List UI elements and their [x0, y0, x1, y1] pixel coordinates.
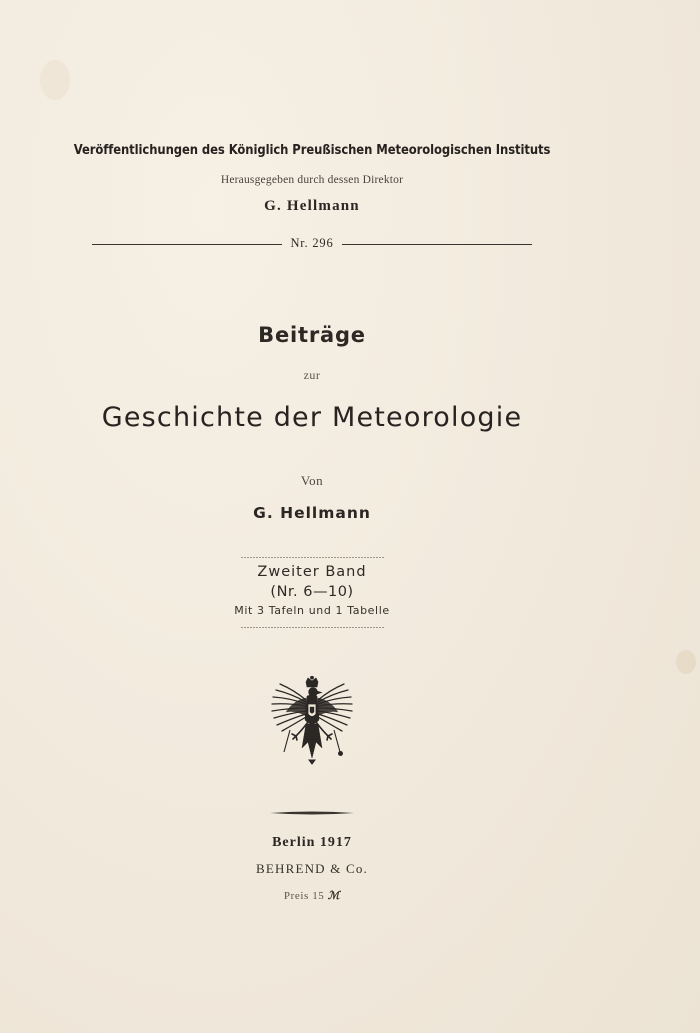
currency-mark: ℳ — [327, 890, 341, 902]
volume-rule-top — [241, 557, 385, 558]
volume-label: Zweiter Band — [257, 564, 367, 580]
editor-line: Herausgegeben durch dessen Direktor — [220, 174, 404, 186]
price-label: Preis 15 — [283, 890, 325, 902]
price — [284, 889, 340, 902]
title-pre: Beiträge — [258, 323, 366, 347]
paper-stain — [40, 60, 70, 100]
place-year: Berlin 1917 — [272, 835, 352, 850]
rule-right — [342, 244, 532, 245]
rule-left — [92, 244, 282, 245]
title-connector: zur — [303, 368, 321, 382]
author-name: G. Hellmann — [253, 504, 371, 522]
volume-rule-bottom — [241, 627, 385, 628]
series-number-rule — [92, 236, 532, 252]
ornament-rule-icon — [270, 810, 354, 816]
publisher: BEHREND & Co. — [255, 861, 369, 876]
series-number: Nr. 296 — [290, 236, 334, 250]
main-title: Geschichte der Meteorologie — [101, 402, 523, 433]
volume-numbers: (Nr. 6—10) — [270, 584, 354, 600]
author-by: Von — [300, 473, 324, 488]
prussian-eagle-icon — [268, 676, 356, 766]
paper-stain — [676, 650, 696, 674]
series-title: Veröffentlichungen des Königlich Preußischen Meteorologischen Instituts — [73, 142, 551, 158]
editor-name: G. Hellmann — [264, 198, 360, 214]
volume-plates: Mit 3 Tafeln und 1 Tabelle — [234, 604, 390, 617]
